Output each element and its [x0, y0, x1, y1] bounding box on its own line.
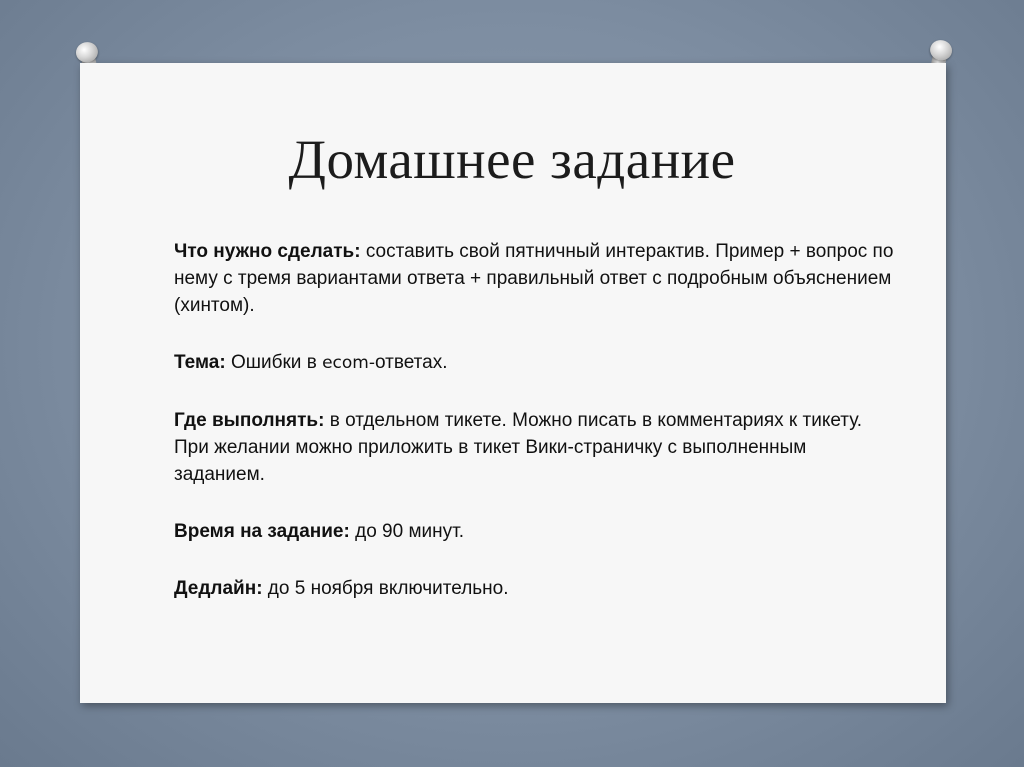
task-paragraph — [174, 238, 894, 319]
where-text: в отдельном тикете. Можно писать в комментариях к тикету. При желании можно приложить в тикет Вики-страничку с выполненным заданием. — [174, 410, 863, 485]
topic-text-mono: ecom- — [322, 353, 375, 373]
task-text: составить свой пятничный интерактив. Пример + вопрос по нему с тремя вариантами ответа + правильный ответ с подробным объяснением (хинтом). — [174, 241, 894, 316]
deadline-paragraph — [174, 575, 894, 602]
topic-label: Тема: — [174, 352, 226, 373]
slide-title: Домашнее задание — [288, 129, 736, 190]
time-label: Время на задание: — [174, 521, 350, 542]
topic-paragraph — [174, 349, 894, 377]
where-paragraph — [174, 407, 894, 488]
where-label: Где выполнять: — [174, 410, 325, 431]
time-paragraph — [174, 518, 894, 545]
topic-text-before: Ошибки в — [225, 352, 323, 373]
task-label: Что нужно сделать: — [174, 241, 361, 262]
slide-content — [174, 238, 894, 632]
time-text: до 90 минут. — [349, 521, 464, 542]
topic-text-after: ответах. — [374, 352, 448, 373]
deadline-text: до 5 ноября включительно. — [262, 578, 509, 599]
deadline-label: Дедлайн: — [174, 578, 263, 599]
